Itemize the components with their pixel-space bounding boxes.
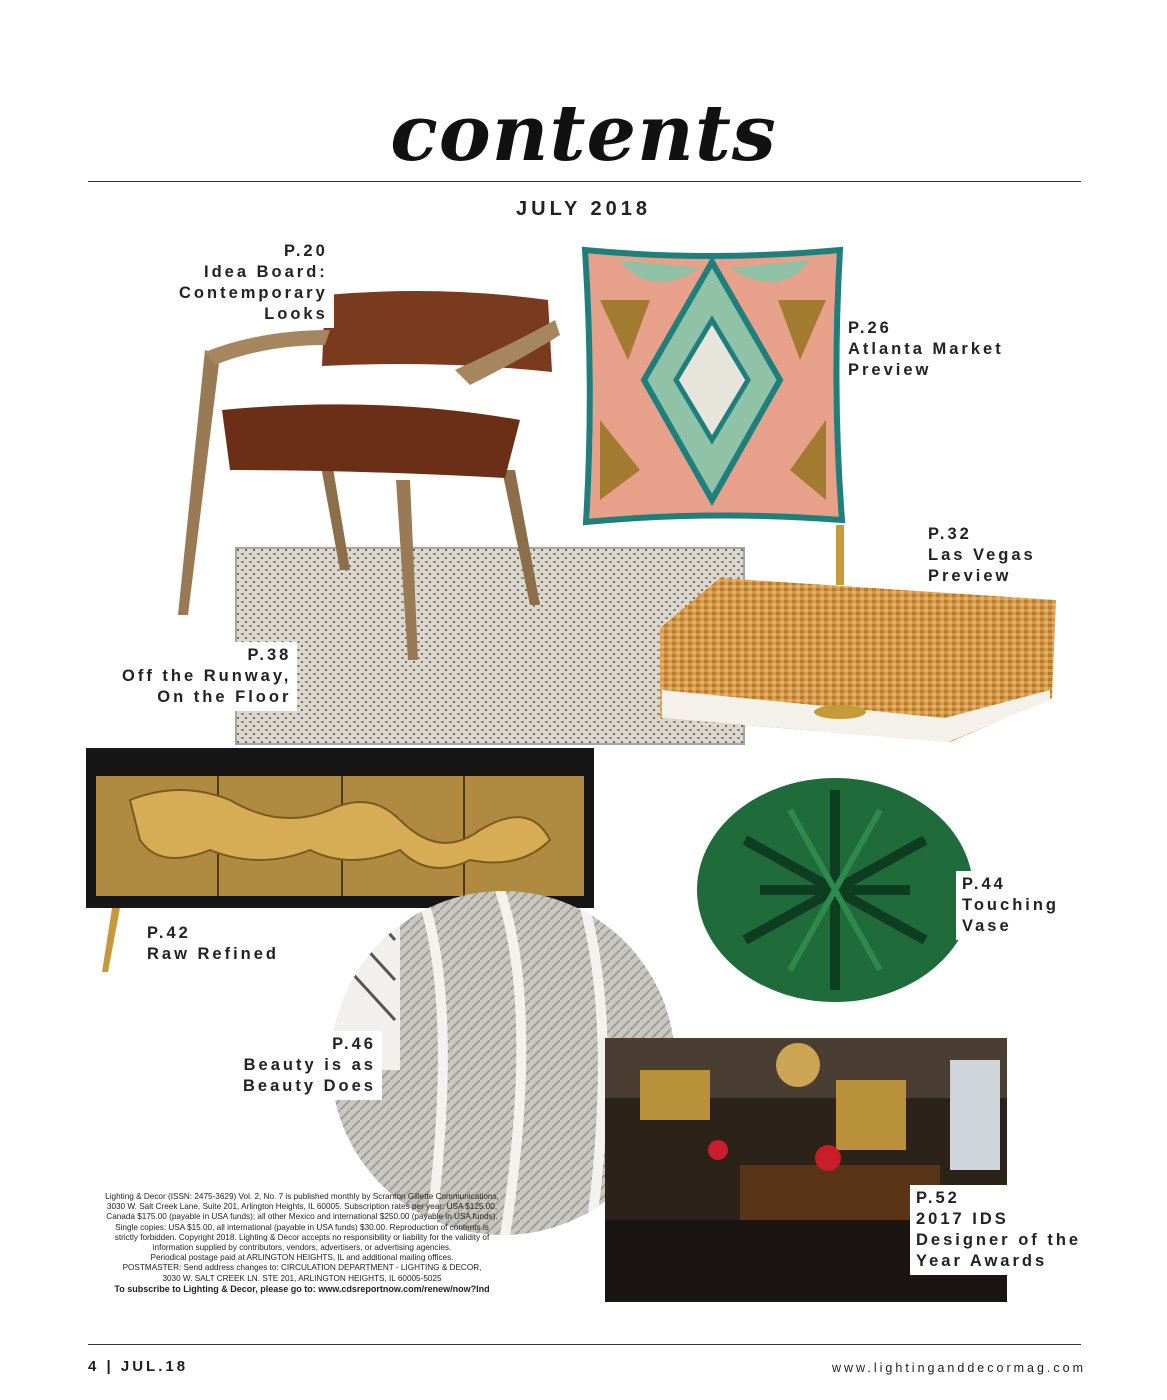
article-title-line: Beauty Does bbox=[243, 1077, 376, 1095]
article-p38[interactable] bbox=[116, 642, 297, 711]
article-title-line: Contemporary bbox=[179, 284, 328, 302]
article-p52[interactable] bbox=[910, 1185, 1087, 1275]
article-p44[interactable] bbox=[956, 871, 1065, 940]
imprint-line: POSTMASTER: Send address changes to: CIRCULATION DEPARTMENT - LIGHTING & DECOR, bbox=[122, 1263, 482, 1273]
article-page: P.32 bbox=[928, 525, 972, 543]
article-title-line: Atlanta Market bbox=[848, 340, 1004, 358]
article-title-line: Looks bbox=[264, 305, 328, 323]
article-page: P.44 bbox=[962, 875, 1006, 893]
article-page: P.52 bbox=[916, 1189, 960, 1207]
article-p20[interactable] bbox=[173, 238, 334, 328]
article-page: P.38 bbox=[247, 646, 292, 664]
article-page: P.26 bbox=[848, 319, 892, 337]
article-page: P.42 bbox=[147, 924, 191, 942]
imprint-line: Lighting & Decor (ISSN: 2475-3629) Vol. 2, No. 7 is published monthly by Scranton Gillette Communications, bbox=[105, 1192, 499, 1201]
article-title-line: Vase bbox=[962, 917, 1012, 935]
subscribe-link[interactable]: To subscribe to Lighting & Decor, please go to: www.cdsreportnow.com/renew/now?lnd bbox=[114, 1283, 490, 1294]
pillow-image bbox=[585, 250, 842, 522]
website-url[interactable]: www.lightinganddecormag.com bbox=[832, 1361, 1087, 1375]
article-title-line: 2017 IDS bbox=[916, 1210, 1009, 1228]
imprint-line: information supplied by contributors, vendors, advertisers, or advertising agencies. bbox=[152, 1243, 452, 1253]
article-title-line: Year Awards bbox=[916, 1252, 1048, 1270]
article-p42[interactable] bbox=[141, 920, 285, 968]
article-title-line: On the Floor bbox=[157, 688, 292, 706]
imprint-line: 3030 W. Salt Creek Lane, Suite 201, Arlington Heights, IL 60005. Subscription rates per year: USA $125.00, bbox=[106, 1202, 498, 1212]
vase-image bbox=[697, 778, 973, 1002]
article-title-line: Touching bbox=[962, 896, 1060, 914]
article-title-line: Off the Runway, bbox=[122, 667, 292, 685]
article-title-line: Beauty is as bbox=[243, 1056, 376, 1074]
article-title-line: Designer of the bbox=[916, 1231, 1082, 1249]
article-title-line: Preview bbox=[928, 567, 1012, 585]
article-title-line: Preview bbox=[848, 361, 932, 379]
folio: 4 | JUL.18 bbox=[88, 1358, 189, 1375]
footer-rule bbox=[88, 1344, 1081, 1345]
imprint-line: Periodical postage paid at ARLINGTON HEIGHTS, IL and additional mailing offices. bbox=[150, 1253, 454, 1263]
imprint-line: Canada $175.00 (payable in USA funds); all other Mexico and international $250.00 (payable in USA funds). bbox=[106, 1212, 498, 1222]
article-title-line: Raw Refined bbox=[147, 945, 280, 963]
article-p26[interactable] bbox=[842, 315, 1010, 384]
article-page: P.20 bbox=[283, 242, 328, 260]
article-p46[interactable] bbox=[237, 1031, 382, 1100]
issue-date: JULY 2018 bbox=[516, 198, 651, 220]
article-p32[interactable] bbox=[922, 521, 1042, 590]
imprint-line: Single copies: USA $15.00, all international (payable in USA funds) $30.00. Reproduction of contents is bbox=[115, 1222, 489, 1232]
imprint-line: 3030 W. SALT CREEK LN. STE 201, ARLINGTON HEIGHTS, IL 60005-5025 bbox=[162, 1273, 442, 1283]
page-title: contents bbox=[390, 88, 777, 179]
article-title-line: Idea Board: bbox=[204, 263, 328, 281]
article-title-line: Las Vegas bbox=[928, 546, 1036, 564]
imprint-line: strictly forbidden. Copyright 2018. Lighting & Decor accepts no responsibility or liability for the validity of bbox=[114, 1232, 490, 1242]
publication-imprint bbox=[88, 1192, 516, 1294]
article-page: P.46 bbox=[332, 1035, 376, 1053]
